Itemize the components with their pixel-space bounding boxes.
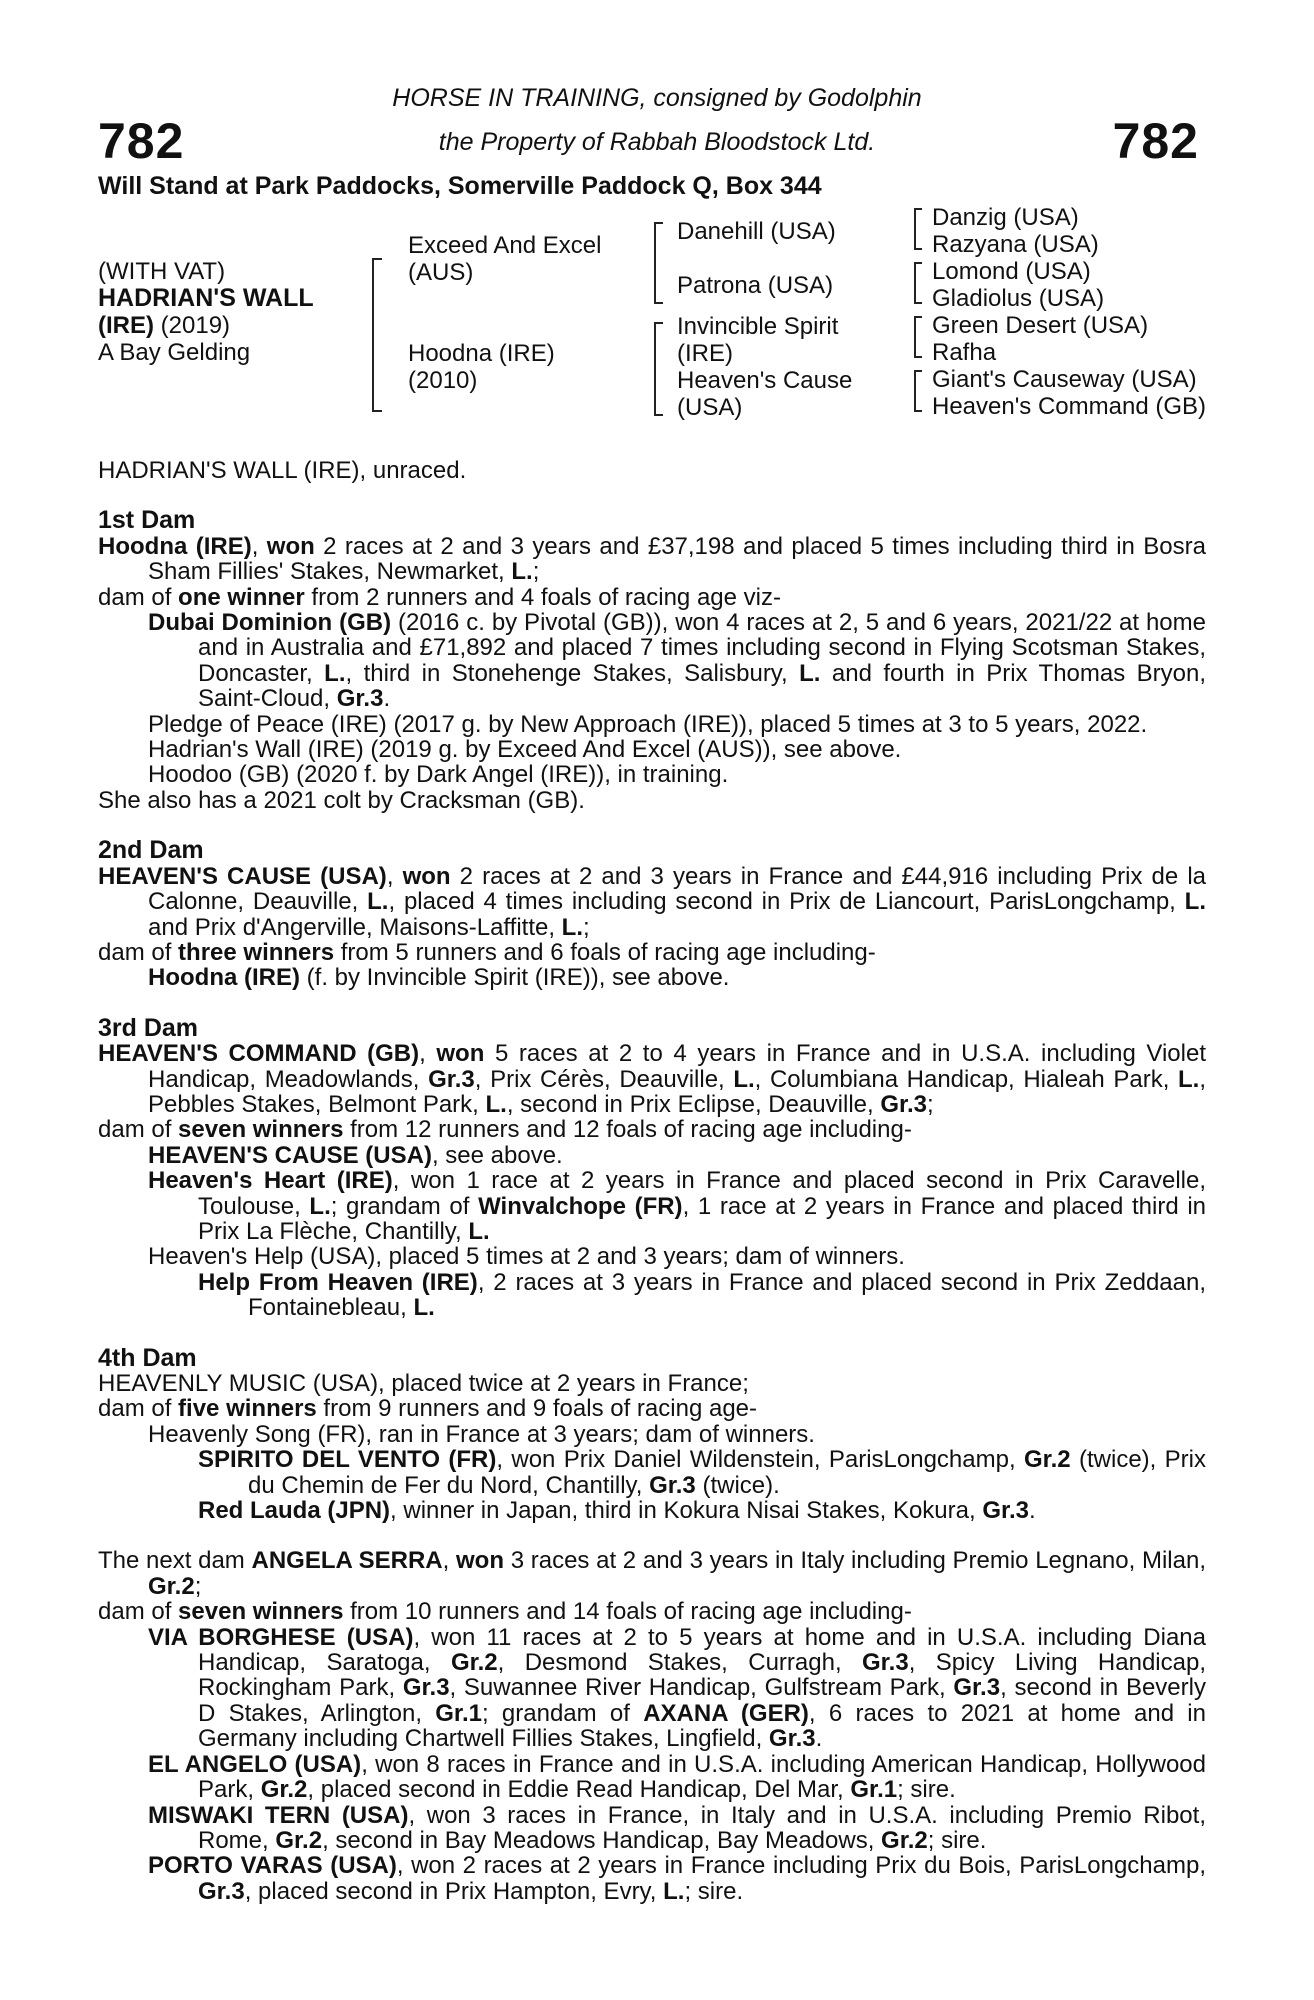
dam4-produce-spirito-del-vento: SPIRITO DEL VENTO (FR), won Prix Daniel Wildenstein, ParisLongchamp, Gr.2 (twice), Prix du Chemin de Fer du Nord, Chantilly, Gr.3 (twice). (198, 1446, 1206, 1499)
dam-dam: Heaven's Cause (677, 367, 853, 394)
ggs-3: Lomond (USA) (932, 258, 1091, 285)
sire-name: Exceed And Excel (408, 232, 602, 259)
dam-year: (2010) (408, 367, 478, 394)
produce-hadrians-wall: Hadrian's Wall (IRE) (2019 g. by Exceed And Excel (AUS)), see above. (148, 736, 902, 764)
next-dam-produce-summary: dam of seven winners from 10 runners and 14 foals of racing age including- (98, 1598, 912, 1626)
dam3-produce-heavens-heart: Heaven's Heart (IRE), won 1 race at 2 years in France and placed second in Prix Caravelle, Toulouse, L.; grandam of Winvalchope (FR), 1 race at 2 years in France and placed third in Prix La Flèche, Chantilly, L. (148, 1167, 1207, 1245)
ggs-7: Giant's Causeway (USA) (932, 366, 1197, 393)
horse-name: HADRIAN'S WALL (98, 284, 314, 312)
sire-dam: Patrona (USA) (677, 272, 834, 299)
ggs-1: Danzig (USA) (932, 204, 1079, 231)
consignor-line: HORSE IN TRAINING, consigned by Godolphin (392, 84, 922, 112)
intro-line: HADRIAN'S WALL (IRE), unraced. (98, 457, 467, 484)
dam-dam-origin: (USA) (677, 394, 743, 421)
section-3rd-dam: 3rd Dam (98, 1013, 199, 1042)
dam4-record: HEAVENLY MUSIC (USA), placed twice at 2 years in France; (98, 1370, 749, 1397)
produce-2021-colt: She also has a 2021 colt by Cracksman (GB). (98, 786, 585, 814)
dam4-produce-red-lauda: Red Lauda (JPN), winner in Japan, third in Kokura Nisai Stakes, Kokura, Gr.3. (198, 1497, 1036, 1525)
lot-number-right: 782 (1112, 113, 1199, 169)
produce-pledge-of-peace: Pledge of Peace (IRE) (2017 g. by New Approach (IRE)), placed 5 times at 3 to 5 years, 2022. (148, 710, 1148, 738)
sire-sire: Danehill (USA) (677, 218, 836, 245)
pedigree-brace-5 (914, 262, 922, 304)
lot-number-left: 782 (98, 113, 185, 169)
pedigree-brace-1 (372, 258, 382, 412)
dam3-produce-heavens-cause: HEAVEN'S CAUSE (USA), see above. (148, 1141, 563, 1169)
produce-via-borghese: VIA BORGHESE (USA), won 11 races at 2 to 5 years at home and in U.S.A. including Diana Handicap, Saratoga, Gr.2, Desmond Stakes, Curragh, Gr.3, Spicy Living Handicap, Rockingham Park, Gr.3, Suwannee River Handicap, Gulfstream Park, Gr.3, second in Beverly D Stakes, Arlington, Gr.1; grandam of AXANA (GER), 6 races to 2021 at home and in Germany including Chartwell Fillies Stakes, Lingfield, Gr.3. (148, 1623, 1207, 1753)
ggs-6: Rafha (932, 339, 997, 366)
produce-porto-varas: PORTO VARAS (USA), won 2 races at 2 years in France including Prix du Bois, ParisLongchamp, Gr.3, placed second in Prix Hampton, Evry, L.; sire. (148, 1852, 1207, 1905)
dam1-produce-summary: dam of one winner from 2 runners and 4 foals of racing age viz- (98, 583, 781, 611)
ggs-5: Green Desert (USA) (932, 312, 1149, 339)
stand-location: Will Stand at Park Paddocks, Somerville Paddock Q, Box 344 (98, 172, 822, 200)
horse-description: A Bay Gelding (98, 339, 251, 366)
pedigree-brace-7 (914, 370, 922, 412)
next-dam-record: The next dam ANGELA SERRA, won 3 races at 2 and 3 years in Italy including Premio Legnano, Milan, Gr.2; (98, 1547, 1207, 1600)
dam3-produce-summary: dam of seven winners from 12 runners and 12 foals of racing age including- (98, 1116, 912, 1144)
pedigree-brace-3 (654, 322, 663, 416)
dam1-record: Hoodna (IRE), won 2 races at 2 and 3 years and £37,198 and placed 5 times including third in Bosra Sham Fillies' Stakes, Newmarket, L.; (98, 532, 1206, 586)
produce-hoodoo: Hoodoo (GB) (2020 f. by Dark Angel (IRE)), in training. (148, 761, 729, 789)
dam2-produce-hoodna: Hoodna (IRE) (f. by Invincible Spirit (IRE)), see above. (148, 964, 730, 992)
dam-sire-origin: (IRE) (677, 340, 733, 367)
pedigree-brace-6 (914, 316, 922, 358)
dam3-produce-heavens-help: Heaven's Help (USA), placed 5 times at 2 and 3 years; dam of winners. (148, 1243, 905, 1271)
ggs-2: Razyana (USA) (932, 231, 1099, 258)
produce-dubai-dominion: Dubai Dominion (GB) (2016 c. by Pivotal (GB)), won 4 races at 2, 5 and 6 years, 2021/22 at home and in Australia and £71,892 and placed 7 times including second in Flying Scotsman Stakes, Doncaster, L., third in Stonehenge Stakes, Salisbury, L. and fourth in Prix Thomas Bryon, Saint-Cloud, Gr.3. (148, 609, 1207, 713)
section-2nd-dam: 2nd Dam (98, 836, 204, 865)
pedigree-brace-4 (914, 208, 922, 250)
dam4-produce-heavenly-song: Heavenly Song (FR), ran in France at 3 years; dam of winners. (148, 1420, 815, 1448)
dam-name: Hoodna (IRE) (408, 340, 555, 367)
dam2-record: HEAVEN'S CAUSE (USA), won 2 races at 2 and 3 years in France and £44,916 including Prix de la Calonne, Deauville, L., placed 4 times including second in Prix de Liancourt, ParisLongchamp, L. and Prix d'Angerville, Maisons-Laffitte, L.; (98, 862, 1207, 941)
vat-note: (WITH VAT) (98, 258, 226, 285)
dam4-produce-summary: dam of five winners from 9 runners and 9 foals of racing age- (98, 1395, 758, 1423)
dam3-record: HEAVEN'S COMMAND (GB), won 5 races at 2 to 4 years in France and in U.S.A. including Violet Handicap, Meadowlands, Gr.3, Prix Cérès, Deauville, L., Columbiana Handicap, Hialeah Park, L., Pebbles Stakes, Belmont Park, L., second in Prix Eclipse, Deauville, Gr.3; (98, 1040, 1206, 1118)
catalogue-body (98, 458, 1206, 1904)
produce-el-angelo: EL ANGELO (USA), won 8 races in France and in U.S.A. including American Handicap, Hollywood Park, Gr.2, placed second in Eddie Read Handicap, Del Mar, Gr.1; sire. (148, 1750, 1206, 1804)
pedigree-brace-2 (654, 222, 663, 304)
ggs-8: Heaven's Command (GB) (932, 393, 1207, 420)
dam3-produce-help-from-heaven: Help From Heaven (IRE), 2 races at 3 years in France and placed second in Prix Zeddaan, Fontainebleau, L. (198, 1268, 1206, 1322)
dam2-produce-summary: dam of three winners from 5 runners and 6 foals of racing age including- (98, 938, 876, 966)
property-line: the Property of Rabbah Bloodstock Ltd. (438, 128, 876, 156)
horse-origin-year: (IRE) (2019) (98, 312, 231, 339)
produce-miswaki-tern: MISWAKI TERN (USA), won 3 races in France, in Italy and in U.S.A. including Premio Ribot, Rome, Gr.2, second in Bay Meadows Handicap, Bay Meadows, Gr.2; sire. (148, 1801, 1206, 1854)
section-1st-dam: 1st Dam (98, 506, 196, 535)
ggs-4: Gladiolus (USA) (932, 285, 1105, 312)
section-4th-dam: 4th Dam (98, 1343, 197, 1372)
sire-origin: (AUS) (408, 259, 474, 286)
dam-sire: Invincible Spirit (677, 313, 839, 340)
